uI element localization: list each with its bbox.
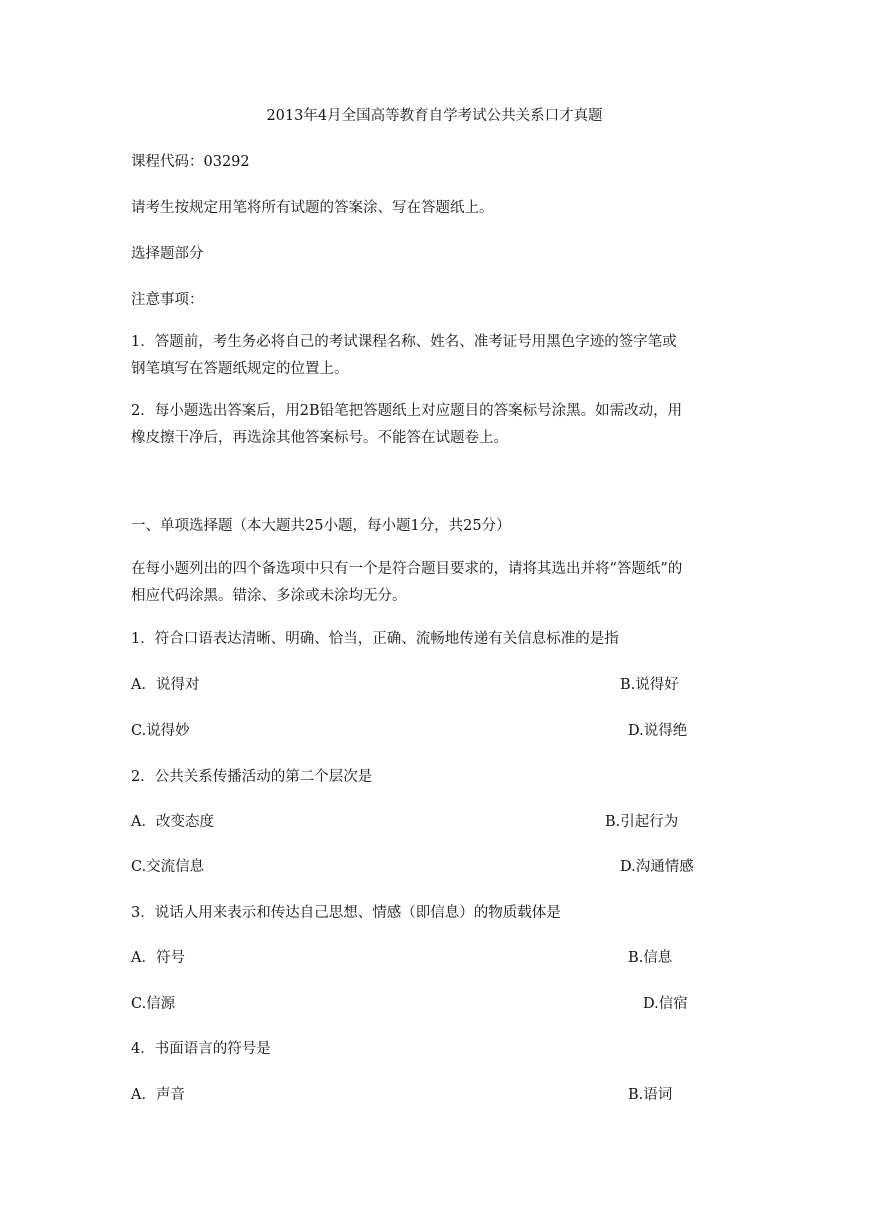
question-stem: 2．公共关系传播活动的第二个层次是 xyxy=(131,769,373,785)
option-d: D.说得绝 xyxy=(628,723,688,739)
option-b: B.说得好 xyxy=(620,677,679,693)
notice-heading: 注意事项： xyxy=(131,292,204,308)
option-a: A．符号 xyxy=(131,950,185,966)
option-b: B.信息 xyxy=(628,950,673,966)
part1-heading: 一、单项选择题（本大题共25小题，每小题1分，共25分） xyxy=(131,518,511,534)
option-d: D.信宿 xyxy=(643,996,688,1012)
option-b: B.语词 xyxy=(628,1087,673,1103)
instruction-text: 请考生按规定用笔将所有试题的答案涂、写在答题纸上。 xyxy=(131,200,494,216)
option-b: B.引起行为 xyxy=(605,814,679,830)
option-a: A．声音 xyxy=(131,1087,185,1103)
option-c: C.交流信息 xyxy=(131,859,205,875)
question-stem: 3．说话人用来表示和传达自己思想、情感（即信息）的物质载体是 xyxy=(131,905,561,921)
course-code: 课程代码：03292 xyxy=(131,154,250,170)
page-title: 2013年4月全国高等教育自学考试公共关系口才真题 xyxy=(266,108,603,124)
option-d: D.沟通情感 xyxy=(620,859,694,875)
option-a: A．说得对 xyxy=(131,677,200,693)
option-a: A．改变态度 xyxy=(131,814,214,830)
notice-item-1: 1．答题前，考生务必将自己的考试课程名称、姓名、准考证号用黑色字迹的签字笔或钢笔填写在答题纸规定的位置上。 xyxy=(131,334,677,377)
part1-description: 在每小题列出的四个备选项中只有一个是符合题目要求的，请将其选出并将“答题纸”的相应代码涂黑。错涂、多涂或未涂均无分。 xyxy=(131,561,683,604)
question-stem: 1．符合口语表达清晰、明确、恰当，正确、流畅地传递有关信息标准的是指 xyxy=(131,631,619,647)
option-c: C.信源 xyxy=(131,996,176,1012)
option-c: C.说得妙 xyxy=(131,723,190,739)
notice-item-2: 2．每小题选出答案后，用2B铅笔把答题纸上对应题目的答案标号涂黑。如需改动，用橡皮擦干净后，再选涂其他答案标号。不能答在试题卷上。 xyxy=(131,403,683,446)
section-heading: 选择题部分 xyxy=(131,246,204,262)
question-stem: 4．书面语言的符号是 xyxy=(131,1041,271,1057)
